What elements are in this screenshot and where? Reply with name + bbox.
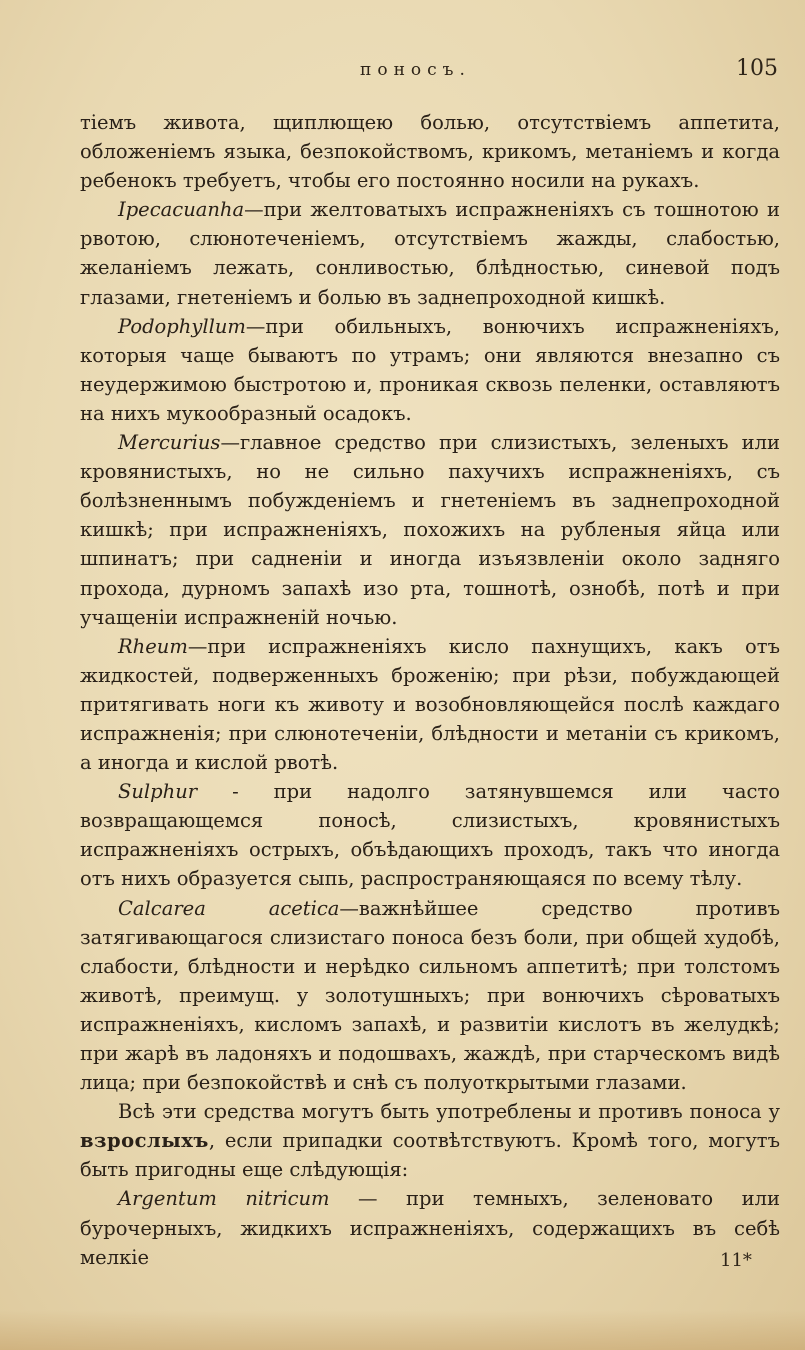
remedy-name: Rheum <box>118 634 188 658</box>
paragraph-text: —при обильныхъ, вонючихъ испражненіяхъ, которыя чаще бываютъ по утрамъ; они являются внезапно съ неудержимою быстротою и, проникая сквозь пеленки, оставляютъ на нихъ мукообразный осадокъ. <box>80 314 780 425</box>
paragraph-continuation <box>80 108 780 195</box>
remedy-name: Mercurius <box>118 431 221 455</box>
paragraph-text: —при испражненіяхъ кисло пахнущихъ, какъ отъ жидкостей, подверженныхъ броженію; при рѣзи, побуждающей притягивать ноги къ животу и возобновляющейся послѣ каждаго испражненія; при слюнотеченіи, блѣдности и метаніи съ крикомъ, а иногда и кислой рвотѣ. <box>80 634 780 775</box>
paragraph-text: — при темныхъ, зеленовато или бурочерныхъ, жидкихъ испражненіяхъ, содержащихъ въ себѣ мелкіе <box>80 1187 781 1269</box>
paragraph-text: - при надолго затянувшемся или часто возвращающемся поносѣ, слизистыхъ, кровянистыхъ испражненіяхъ острыхъ, объѣдающихъ проходъ, такъ что иногда отъ нихъ образуется сыпь, распространяющаяся по всему тѣлу. <box>80 780 780 891</box>
signature-mark: 11* <box>720 1250 752 1271</box>
remedy-name: Podophyllum <box>118 314 246 338</box>
paragraph-rheum <box>80 632 780 777</box>
paragraph-adults <box>80 1097 780 1184</box>
body-text <box>80 108 780 1272</box>
paragraph-ipecacuanha <box>80 195 780 311</box>
paragraph-sulphur <box>80 777 780 893</box>
paragraph-text: , если припадки соотвѣтствуютъ. Кромѣ того, могутъ быть пригодны еще слѣдующія: <box>80 1129 780 1182</box>
paragraph-text: —важнѣйшее средство противъ затягивающагося слизистаго поноса безъ боли, при общей худобѣ, слабости, блѣдности и нерѣдко сильномъ аппетитѣ; при толстомъ животѣ, преимущ. у золотушныхъ; при вонючихъ сѣроватыхъ испражненіяхъ, кисломъ запахѣ, и развитіи кислотъ въ желудкѣ; при жарѣ въ ладоняхъ и подошвахъ, жаждѣ, при старческомъ видѣ лица; при безпокойствѣ и снѣ съ полуоткрытыми глазами. <box>80 896 780 1095</box>
remedy-name: Ipecacuanha <box>118 198 245 222</box>
paragraph-podophyllum <box>80 312 780 428</box>
paragraph-argentum-nitricum <box>80 1184 780 1271</box>
paragraph-text: —главное средство при слизистыхъ, зеленыхъ или кровянистыхъ, но не сильно пахучихъ испражненіяхъ, съ болѣзненнымъ побужденіемъ и гнетеніемъ въ заднепроходной кишкѣ; при испражненіяхъ, похожихъ на рубленыя яйца или шпинатъ; при садненіи и иногда изъязвленіи около задняго прохода, дурномъ запахѣ изо рта, тошнотѣ, ознобѣ, потѣ и при учащеніи испражненій ночью. <box>80 431 780 629</box>
paragraph-calcarea-acetica <box>80 894 780 1098</box>
page-header <box>0 56 805 86</box>
paragraph-text: Всѣ эти средства могутъ быть употреблены и противъ поноса у <box>118 1100 780 1124</box>
page-edge-shading <box>0 1310 805 1350</box>
paragraph-text: —при желтоватыхъ испражненіяхъ съ тошнотою и рвотою, слюнотеченіемъ, отсутствіемъ жажды, слабостью, желаніемъ лежать, сонливостью, блѣдностью, синевой подъ глазами, гнетеніемъ и болью въ заднепроходной кишкѣ. <box>80 198 780 309</box>
remedy-name: Argentum nitricum <box>118 1187 330 1211</box>
remedy-name: Calcarea acetica <box>118 896 340 920</box>
remedy-name: Sulphur <box>118 780 198 804</box>
page-number: 105 <box>736 56 778 81</box>
emphasized-word: взрослыхъ <box>80 1129 209 1153</box>
running-title: поносъ. <box>360 60 471 80</box>
paragraph-text: тіемъ живота, щиплющею болью, отсутствіемъ аппетита, обложеніемъ языка, безпокойствомъ, крикомъ, метаніемъ и когда ребенокъ требуетъ, чтобы его постоянно носили на рукахъ. <box>80 111 780 193</box>
paragraph-mercurius <box>80 428 780 632</box>
